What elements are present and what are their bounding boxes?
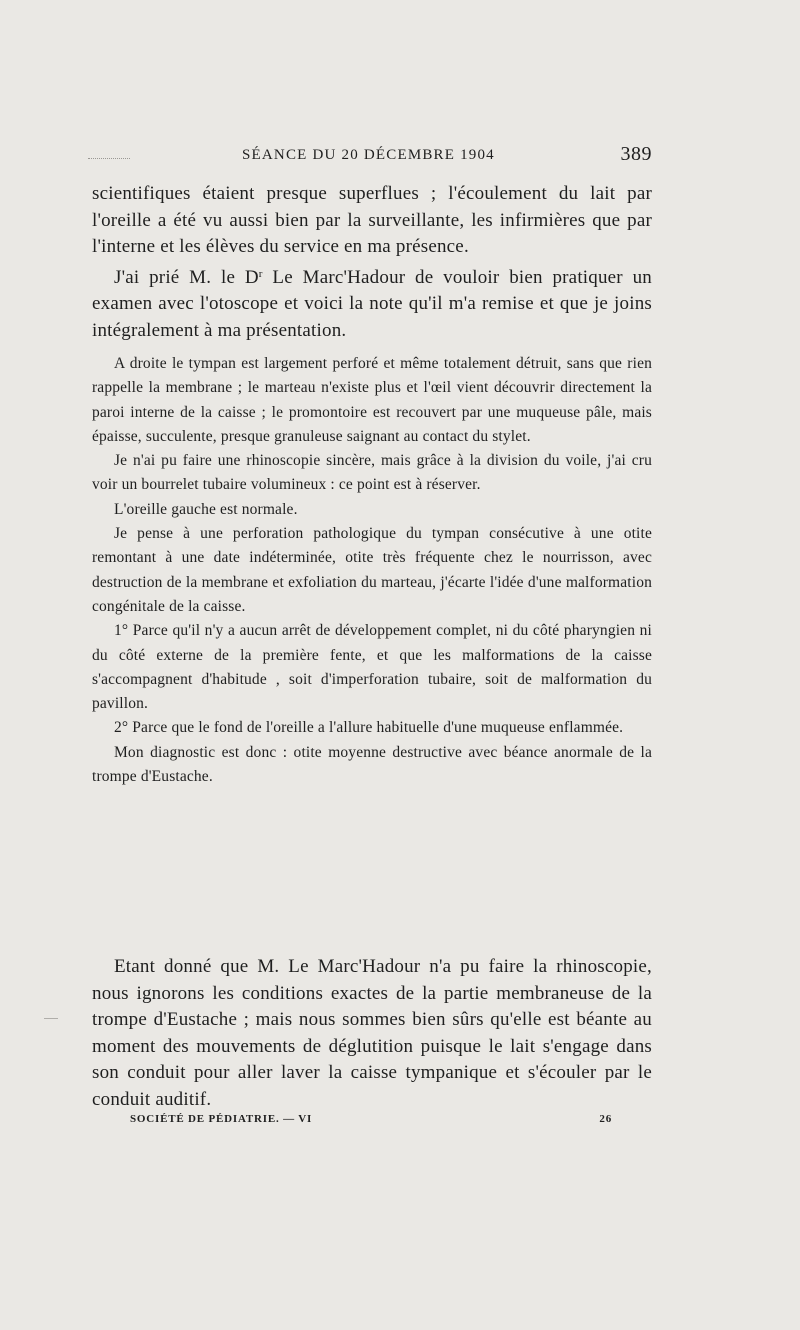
- quoted-report: [92, 352, 652, 789]
- paragraph: 2° Parce que le fond de l'oreille a l'allure habituelle d'une muqueuse enflammée.: [114, 719, 624, 737]
- paragraph: Je n'ai pu faire une rhinoscopie sincère, mais grâce à la division du voile, j'ai cru voir un bourrelet tubaire volumineux : ce point est à réserver.: [92, 452, 652, 494]
- body-text-intro: [92, 181, 652, 344]
- ink-smudge: [44, 1018, 58, 1019]
- paragraph: L'oreille gauche est normale.: [114, 500, 298, 518]
- paragraph: Je pense à une perforation pathologique du tympan consécutive à une otite remontant à une date indéterminée, otite très fréquente chez le nourrisson, avec destruction de la membrane et exfoliation du marteau, j'écarte l'idée d'une malformation congénitale de la caisse.: [92, 525, 652, 615]
- text-run: J'ai prié M. le D: [114, 266, 259, 288]
- superscript: r: [258, 267, 263, 280]
- signature-line: SOCIÉTÉ DE PÉDIATRIE. — VI: [130, 1113, 313, 1125]
- running-head-title: SÉANCE DU 20 DÉCEMBRE 1904: [242, 147, 495, 163]
- paragraph: Mon diagnostic est donc : otite moyenne destructive avec béance anormale de la trompe d'Eustache.: [92, 743, 652, 786]
- body-text-conclusion: [92, 954, 652, 1113]
- paragraph: scientifiques étaient presque superflues ; l'écoulement du lait par l'oreille a été vu aussi bien par la surveillante, les infirmières que par l'interne et les élèves du service en ma présence.: [92, 183, 652, 257]
- paragraph: Etant donné que M. Le Marc'Hadour n'a pu faire la rhinoscopie, nous ignorons les conditions exactes de la partie membraneuse de la trompe d'Eustache ; mais nous sommes bien sûrs qu'elle est béante au moment des mouvements de déglutition puisque le lait s'engage dans son conduit pour aller laver la caisse tympanique et s'écouler par le conduit auditif.: [92, 956, 652, 1110]
- text-run: Le Marc'Hadour de vouloir bien pratiquer un examen avec l'otoscope et voici la note qu'il m'a remise et que je joins intégralement à ma présentation.: [92, 266, 652, 341]
- paragraph: A droite le tympan est largement perforé et même totalement détruit, sans que rien rappelle la membrane ; le marteau n'existe plus et l'œil vient découvrir directement la paroi interne de la caisse ; le promontoire est recouvert par une muqueuse pâle, mais épaisse, succulente, presque granuleuse saignant au contact du stylet.: [92, 355, 652, 445]
- paragraph: [92, 261, 652, 345]
- sheet-number: 26: [599, 1113, 612, 1125]
- running-head: [92, 143, 652, 173]
- footer: [130, 1113, 612, 1133]
- page-number: 389: [620, 143, 652, 165]
- paragraph: 1° Parce qu'il n'y a aucun arrêt de développement complet, ni du côté pharyngien ni du côté externe de la première fente, et que les malformations de la caisse s'accompagnent d'habitude , soit d'imperforation tubaire, soit de malformation du pavillon.: [92, 622, 652, 713]
